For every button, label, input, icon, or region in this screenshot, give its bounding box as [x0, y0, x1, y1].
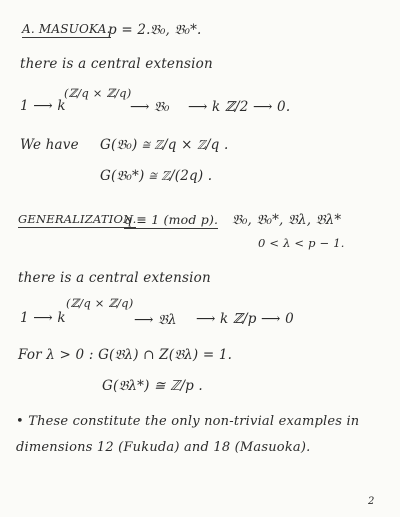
- equation-3: G(𝔅λ*) ≅ ℤ/p .: [102, 378, 203, 394]
- author-name: A. MASUOKA.: [22, 22, 111, 36]
- conclusion-line-2: dimensions 12 (Fukuda) and 18 (Masuoka).: [16, 440, 311, 455]
- for-lambda-line: For λ > 0 : G(𝔅λ) ∩ Z(𝔅λ) = 1.: [18, 347, 233, 363]
- equation-2: G(𝔅₀*) ≅ ℤ/(2q) .: [100, 168, 213, 184]
- sequence-left-2: 1 ⟶ k: [20, 310, 66, 326]
- intro-text-2: there is a central extension: [18, 270, 211, 286]
- sequence-right-2: ⟶ k ℤ/p ⟶ 0: [196, 311, 294, 327]
- sequence-right-1: ⟶ k ℤ/2 ⟶ 0.: [188, 99, 291, 115]
- sequence-left-1: 1 ⟶ k: [20, 98, 66, 114]
- kernel-label-1: (ℤ/q × ℤ/q): [64, 86, 132, 100]
- generalization-objects: 𝔅₀, 𝔅₀*, 𝔅λ, 𝔅λ*: [232, 212, 342, 228]
- header-objects: 𝔅₀, 𝔅₀*.: [150, 22, 202, 38]
- sequence-middle-2: ⟶ 𝔅λ: [134, 312, 177, 328]
- kernel-label-2: (ℤ/q × ℤ/q): [66, 296, 134, 310]
- we-have-label: We have: [20, 137, 79, 153]
- conclusion-line-1: • These constitute the only non-trivial examples in: [16, 414, 360, 429]
- lambda-range: 0 < λ < p − 1.: [258, 236, 345, 250]
- page-number: 2: [368, 496, 375, 507]
- sequence-middle-1: ⟶ 𝔅₀: [130, 99, 170, 115]
- generalization-title: GENERALIZATION.: [18, 212, 137, 226]
- generalization-condition: q ≡ 1 (mod p).: [124, 212, 219, 227]
- header-condition: p = 2.: [108, 22, 151, 38]
- intro-text-1: there is a central extension: [20, 56, 213, 72]
- equation-1: G(𝔅₀) ≅ ℤ/q × ℤ/q .: [100, 137, 229, 153]
